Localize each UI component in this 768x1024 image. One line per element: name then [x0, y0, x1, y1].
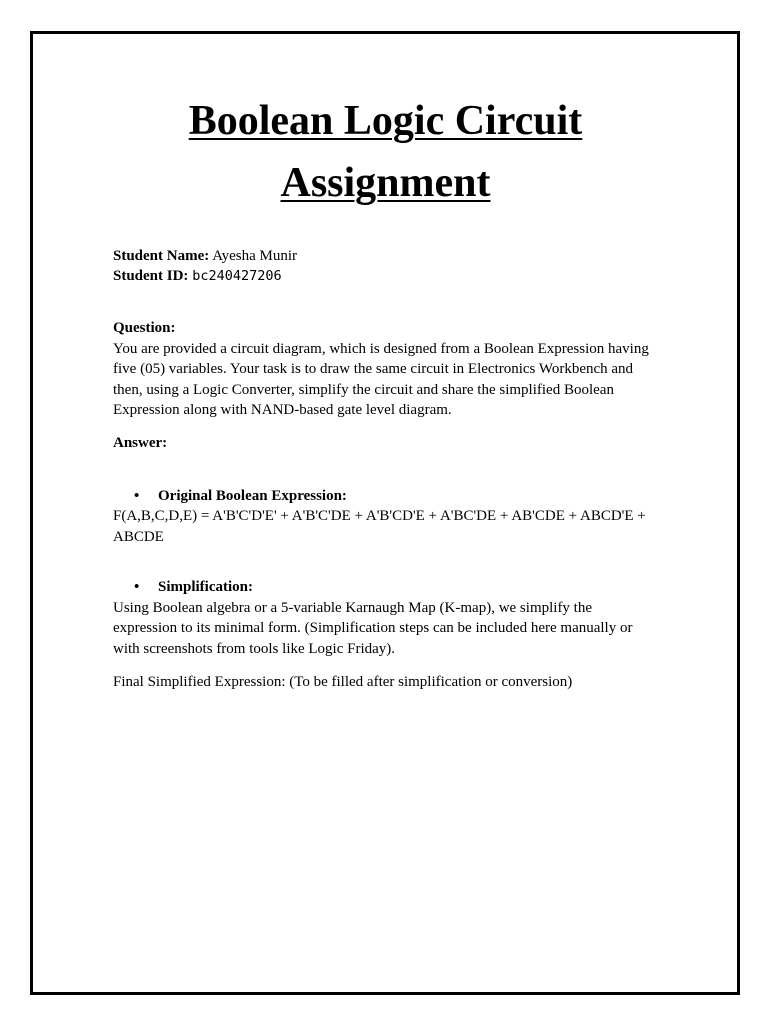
- original-expression-heading: Original Boolean Expression:: [158, 487, 347, 504]
- title-line-2: Assignment: [280, 160, 491, 206]
- answer-label: Answer:: [113, 434, 168, 451]
- document-body: [113, 90, 658, 692]
- student-name-row: [113, 246, 658, 266]
- student-name-value: Ayesha Munir: [212, 248, 298, 264]
- title-line-1: Boolean Logic Circuit: [188, 98, 583, 144]
- simplification-text: Using Boolean algebra or a 5-variable Karnaugh Map (K-map), we simplify the expression to its minimal form. (Simplification steps can be included here manually or with screenshots from tools like Logic Friday).: [113, 599, 633, 657]
- student-id-value: bc240427206: [192, 268, 282, 284]
- bullet-icon: •: [134, 487, 140, 504]
- student-info: [113, 246, 658, 286]
- student-id-label: Student ID:: [113, 268, 189, 284]
- original-expression-section: [113, 486, 658, 548]
- question-label: Question:: [113, 320, 176, 336]
- final-expression-text: Final Simplified Expression: (To be filled after simplification or conversion): [113, 674, 573, 690]
- simplification-heading: Simplification:: [158, 579, 254, 595]
- bullet-item-simplification: [113, 577, 658, 598]
- question-section: [113, 318, 658, 421]
- simplification-section: [113, 577, 658, 659]
- document-title: [113, 90, 658, 214]
- original-expression-text: F(A,B,C,D,E) = A'B'C'D'E' + A'B'C'DE + A'B'CD'E + A'BC'DE + AB'CDE + ABCD'E + ABCDE: [113, 508, 646, 545]
- student-id-row: [113, 266, 658, 286]
- bullet-icon: •: [134, 579, 140, 595]
- question-text: You are provided a circuit diagram, which is designed from a Boolean Expression having five (05) variables. Your task is to draw the same circuit in Electronics Workbench and then, using a Logic Converter, simplify the circuit and share the simplified Boolean Expression along with NAND-based gate level diagram.: [113, 340, 649, 418]
- student-name-label: Student Name:: [113, 248, 210, 264]
- bullet-item-original-expression: [113, 486, 658, 507]
